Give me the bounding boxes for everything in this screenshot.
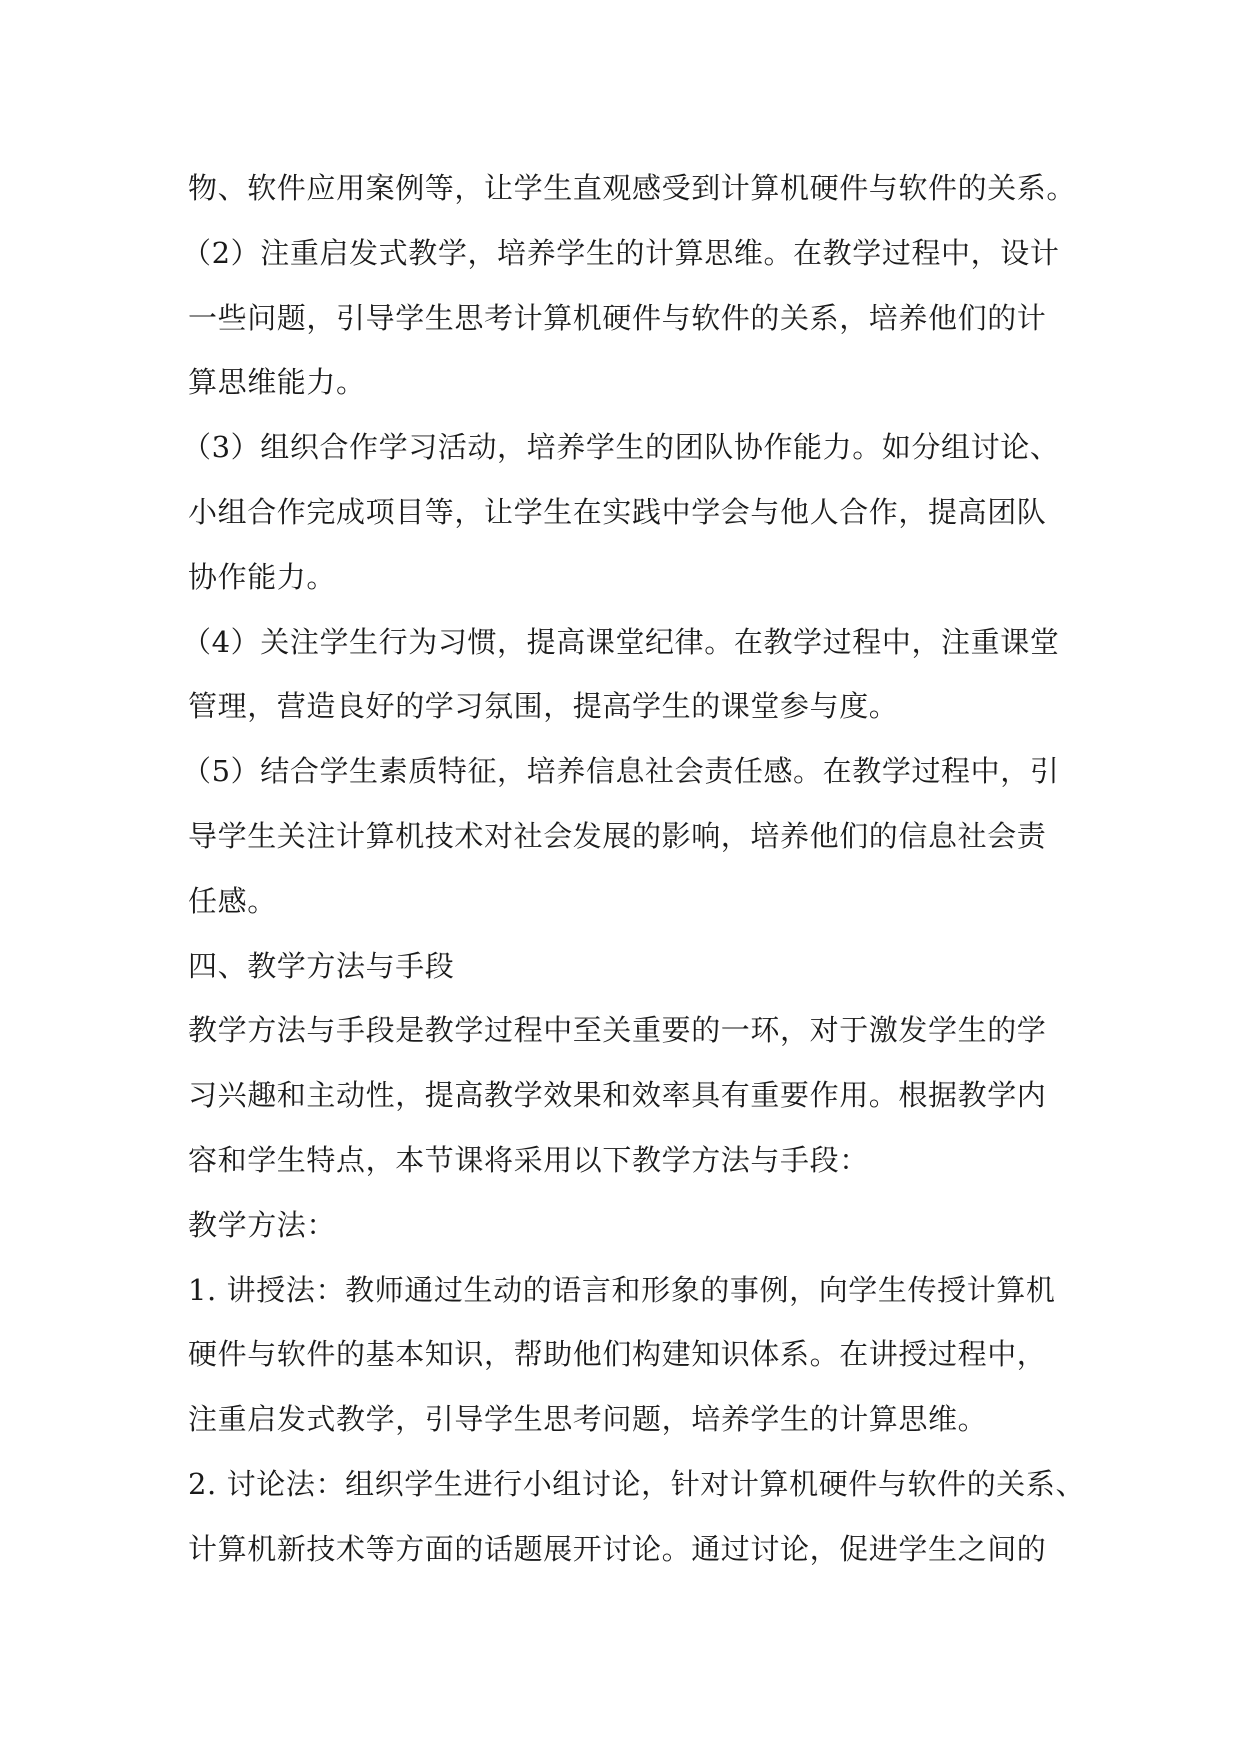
text-line: 导学生关注计算机技术对社会发展的影响，培养他们的信息社会责: [188, 818, 1047, 853]
numbered-item-2-line: 2. 讨论法：组织学生进行小组讨论，针对计算机硬件与软件的关系、: [188, 1466, 1086, 1501]
text-line: 小组合作完成项目等，让学生在实践中学会与他人合作，提高团队: [188, 494, 1047, 529]
text-line: 计算机新技术等方面的话题展开讨论。通过讨论，促进学生之间的: [188, 1531, 1047, 1566]
numbered-item-1-line: 1. 讲授法：教师通过生动的语言和形象的事例，向学生传授计算机: [188, 1272, 1056, 1307]
list-item-2-line: （2）注重启发式教学，培养学生的计算思维。在教学过程中，设计: [182, 235, 1060, 270]
text-line: 教学方法与手段是教学过程中至关重要的一环，对于激发学生的学: [188, 1013, 1047, 1048]
text-line: 管理，营造良好的学习氛围，提高学生的课堂参与度。: [188, 689, 899, 724]
text-line: 注重启发式教学，引导学生思考问题，培养学生的计算思维。: [188, 1402, 988, 1437]
list-item-4-line: （4）关注学生行为习惯，提高课堂纪律。在教学过程中，注重课堂: [182, 624, 1060, 659]
text-line: 物、软件应用案例等，让学生直观感受到计算机硬件与软件的关系。: [188, 171, 1077, 205]
text-line: 算思维能力。: [188, 365, 366, 400]
list-item-3-line: （3）组织合作学习活动，培养学生的团队协作能力。如分组讨论、: [182, 430, 1060, 465]
text-line: 容和学生特点，本节课将采用以下教学方法与手段：: [188, 1142, 869, 1177]
text-line: 一些问题，引导学生思考计算机硬件与软件的关系，培养他们的计: [188, 300, 1047, 335]
section-heading: 四、教学方法与手段: [188, 948, 455, 983]
text-line: 协作能力。: [188, 559, 337, 594]
text-line: 任感。: [188, 883, 277, 918]
text-line: 硬件与软件的基本知识，帮助他们构建知识体系。在讲授过程中，: [188, 1337, 1047, 1372]
subheading: 教学方法：: [188, 1207, 337, 1242]
document-body: [182, 156, 1086, 1582]
text-line: 习兴趣和主动性，提高教学效果和效率具有重要作用。根据教学内: [188, 1078, 1047, 1113]
list-item-5-line: （5）结合学生素质特征，培养信息社会责任感。在教学过程中，引: [182, 754, 1060, 789]
